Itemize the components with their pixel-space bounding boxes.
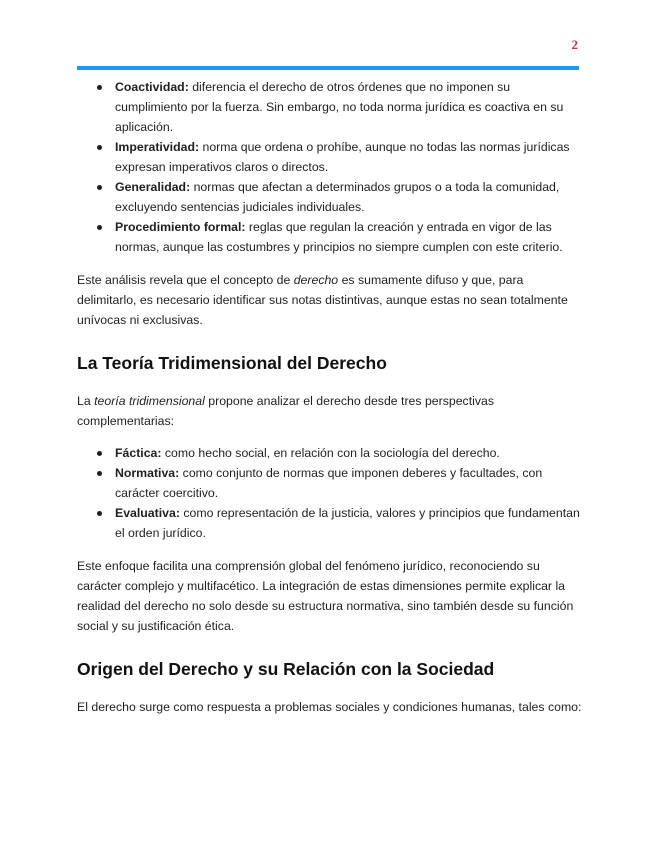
section-heading-origin: Origen del Derecho y su Relación con la Sociedad (77, 659, 495, 679)
tri-intro-paragraph (77, 391, 582, 431)
list-item-text: como hecho social, en relación con la sociología del derecho. (161, 446, 500, 460)
list-item (77, 217, 582, 257)
list-item (77, 137, 582, 177)
page-number: 2 (571, 37, 578, 52)
list-item-term: Normativa: (115, 466, 180, 480)
list-item-text: como conjunto de normas que imponen deberes y facultades, con carácter coercitivo. (115, 466, 543, 500)
list-item (77, 503, 582, 543)
list-item-term: Generalidad: (115, 180, 191, 194)
list-item (77, 77, 582, 137)
tri-intro-emphasis: teoría tridimensional (94, 394, 205, 408)
characteristics-list (77, 77, 582, 257)
list-item-text: reglas que regulan la creación y entrada en vigor de las normas, aunque las costumbres y principios no siempre cumplen con este criterio. (115, 220, 563, 254)
list-item-text: diferencia el derecho de otros órdenes que no imponen su cumplimiento por la fuerza. Sin embargo, no toda norma jurídica es coactiva en su aplicación. (115, 80, 564, 134)
list-item-text: norma que ordena o prohíbe, aunque no todas las normas jurídicas expresan imperativos claros o directos. (115, 140, 570, 174)
tri-conclusion-paragraph: Este enfoque facilita una comprensión global del fenómeno jurídico, reconociendo su carácter complejo y multifacético. La integración de estas dimensiones permite explicar la realidad del derecho no solo desde su estructura normativa, sino también desde su función social y su justificación ética. (77, 559, 574, 633)
tri-intro-text-2: propone analizar el derecho desde tres perspectivas complementarias: (77, 394, 494, 428)
list-item (77, 463, 582, 503)
list-item-text: como representación de la justicia, valores y principios que fundamentan el orden jurídico. (115, 506, 580, 540)
list-item-term: Evaluativa: (115, 506, 180, 520)
analysis-emphasis: derecho (293, 273, 339, 287)
perspectives-list (77, 443, 582, 543)
section-heading-tridimensional: La Teoría Tridimensional del Derecho (77, 353, 387, 373)
page-content (77, 77, 582, 717)
list-item-term: Imperatividad: (115, 140, 200, 154)
list-item (77, 177, 582, 217)
tri-intro-text-1: La (77, 394, 95, 408)
list-item (77, 443, 582, 463)
analysis-text-1: Este análisis revela que el concepto de (77, 273, 294, 287)
list-item-term: Procedimiento formal: (115, 220, 246, 234)
list-item-term: Coactividad: (115, 80, 189, 94)
list-item-text: normas que afectan a determinados grupos o a toda la comunidad, excluyendo sentencias judiciales individuales. (115, 180, 560, 214)
origin-intro-paragraph: El derecho surge como respuesta a problemas sociales y condiciones humanas, tales como: (77, 700, 582, 714)
list-item-term: Fáctica: (115, 446, 162, 460)
analysis-text-2: es sumamente difuso y que, para delimitarlo, es necesario identificar sus notas distintivas, aunque estas no sean totalmente unívocas ni exclusivas. (77, 273, 568, 327)
header-rule (77, 66, 579, 70)
analysis-paragraph (77, 270, 582, 330)
